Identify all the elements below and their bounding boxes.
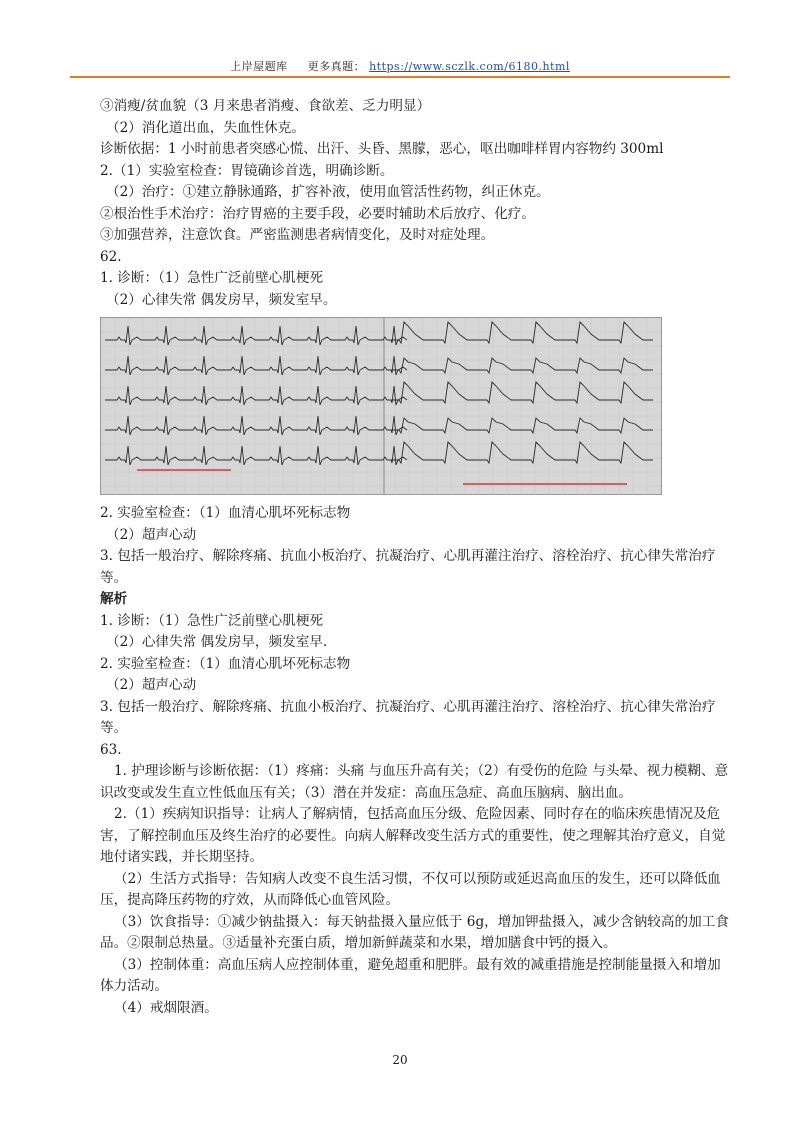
ecg-tracing-graphic	[101, 318, 661, 494]
text-line: 1. 诊断：（1）急性广泛前壁心肌梗死	[100, 612, 324, 629]
text-paragraph: 1. 护理诊断与诊断依据：（1）疼痛：头痛 与血压升高有关；（2）有受伤的危险 与头晕、视力模糊、意识改变或发生直立性低血压有关；（3）潜在并发症：高血压急症、高血压脑病、脑出血。	[100, 763, 729, 801]
page-header	[70, 58, 730, 74]
question-number: 62.	[100, 248, 122, 265]
analysis-heading: 解析	[100, 591, 128, 607]
page-number: 20	[392, 1053, 408, 1067]
text-line: 诊断依据：1 小时前患者突感心慌、出汗、头昏、黑朦，恶心，呕出咖啡样胃内容物约 300ml	[100, 141, 664, 157]
text-line: 2.（1）实验室检查：胃镜确诊首选，明确诊断。	[100, 162, 394, 179]
text-line: （4）戒烟限酒。	[114, 999, 218, 1016]
page-content	[100, 96, 732, 1019]
text-paragraph: 2.（1）疾病知识指导：让病人了解病情，包括高血压分级、危险因素、同时存在的临床疾患情况及危害，了解控制血压及终生治疗的必要性。向病人解释改变生活方式的重要性，使之理解其治疗意义，自觉地付诸实践，并长期坚持。	[100, 806, 726, 865]
header-divider	[70, 76, 730, 78]
text-line: ③加强营养，注意饮食。严密监测患者病情变化，及时对症处理。	[100, 227, 495, 243]
question-number: 63.	[100, 741, 122, 758]
header-more-label: 更多真题：	[307, 60, 366, 73]
header-site-name: 上岸屋题库	[230, 60, 288, 73]
text-paragraph: （3）控制体重：高血压病人应控制体重，避免超重和肥胖。最有效的减重措施是控制能量摄入和增加体力活动。	[100, 956, 721, 994]
text-line: （2）超声心动	[106, 526, 197, 543]
text-line: 1. 诊断：（1）急性广泛前壁心肌梗死	[100, 270, 324, 286]
header-url-link[interactable]: https://www.sczlk.com/6180.html	[369, 60, 570, 73]
ecg-image	[100, 317, 662, 495]
text-line: ②根治性手术治疗：治疗胃癌的主要手段，必要时辅助术后放疗、化疗。	[100, 205, 535, 222]
text-paragraph: （3）饮食指导：①减少钠盐摄入：每天钠盐摄入量应低于 6g，增加钾盐摄入，减少含钠较高的加工食品。②限制总热量。③适量补充蛋白质，增加新鲜蔬菜和水果，增加膳食中钙的摄入。	[100, 913, 729, 951]
text-line: （2）心律失常 偶发房早，频发室早.	[106, 634, 328, 650]
text-line: 2. 实验室检查：（1）血清心肌坏死标志物	[100, 505, 351, 521]
text-paragraph: 3. 包括一般治疗、解除疼痛、抗血小板治疗、抗凝治疗、心肌再灌注治疗、溶栓治疗、抗心律失常治疗等。	[100, 548, 716, 586]
text-line: （2）治疗：①建立静脉通路，扩容补液，使用血管活性药物，纠正休克。	[106, 184, 550, 200]
text-line: （2）心律失常 偶发房早，频发室早。	[106, 291, 337, 308]
text-line: （2）超声心动	[106, 677, 197, 693]
text-paragraph: 3. 包括一般治疗、解除疼痛、抗血小板治疗、抗凝治疗、心肌再灌注治疗、溶栓治疗、抗心律失常治疗等。	[100, 698, 716, 736]
text-line: ③消瘦/贫血貌（3 月来患者消瘦、食欲差、乏力明显）	[100, 98, 431, 114]
text-line: 2. 实验室检查：（1）血清心肌坏死标志物	[100, 655, 351, 672]
text-line: （2）消化道出血，失血性休克。	[106, 119, 305, 136]
text-paragraph: （2）生活方式指导：告知病人改变不良生活习惯，不仅可以预防或延迟高血压的发生，还可以降低血压，提高降压药物的疗效，从而降低心血管风险。	[100, 870, 721, 908]
